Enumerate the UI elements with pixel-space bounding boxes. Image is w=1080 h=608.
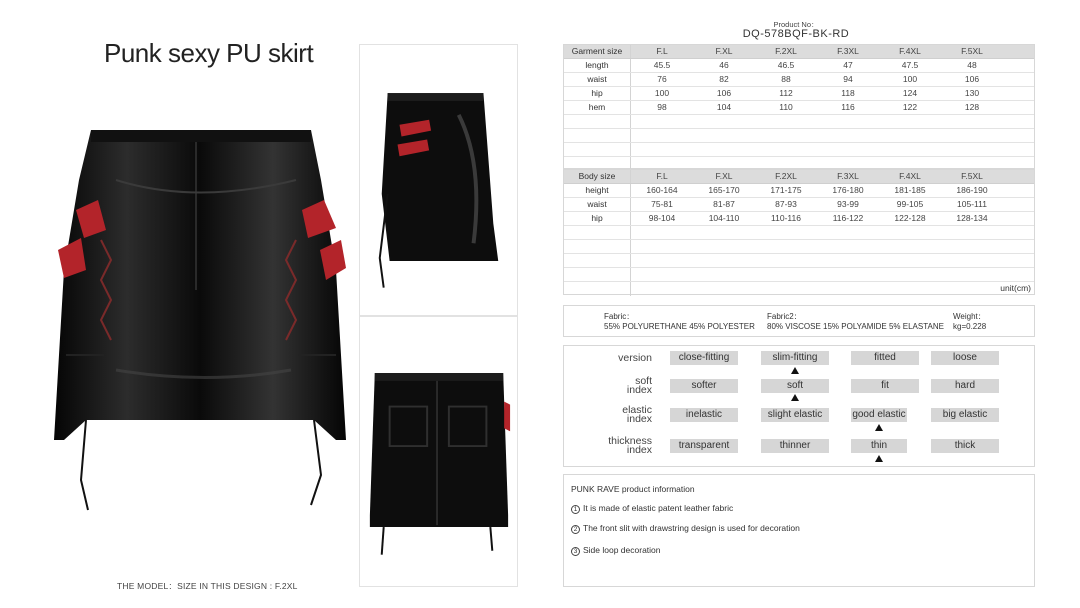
skirt-back-photo	[360, 317, 517, 586]
size-col: F.4XL	[899, 46, 921, 56]
table-cell: 98	[657, 102, 667, 112]
empty-row	[564, 143, 1034, 157]
table-cell: 104-110	[708, 213, 740, 223]
table-cell: 110-116	[771, 213, 801, 223]
model-size-note: THE MODEL：SIZE IN THIS DESIGN : F.2XL	[117, 581, 298, 591]
garment-size-table	[563, 44, 1035, 169]
row-label-empty	[564, 282, 631, 296]
row-label-empty	[564, 115, 631, 128]
table-cell: 106	[716, 88, 732, 98]
size-col: F.XL	[715, 171, 733, 181]
empty-row	[564, 240, 1034, 254]
empty-row	[564, 129, 1034, 143]
elastic-selected-marker-icon	[875, 424, 883, 431]
skirt-front-photo	[46, 120, 356, 520]
table-cell: 128	[964, 102, 980, 112]
weight-value: kg=0.228	[953, 322, 987, 331]
table-cell: 46	[719, 60, 729, 70]
empty-row	[564, 254, 1034, 268]
size-col: F.L	[656, 46, 668, 56]
table-cell: 122-128	[894, 213, 926, 223]
soft-index-label-line1: soft	[635, 375, 652, 387]
version-option: fitted	[851, 351, 919, 365]
row-label-empty	[564, 268, 631, 281]
side-view-panel	[359, 44, 518, 316]
empty-row	[564, 268, 1034, 282]
table-cell: 186-190	[956, 185, 988, 195]
soft-selected-marker-icon	[791, 394, 799, 401]
product-no-label: Product No：	[773, 20, 819, 29]
elastic-option: slight elastic	[761, 408, 829, 422]
elastic-option: big elastic	[931, 408, 999, 422]
fabric-info-box	[563, 305, 1035, 337]
size-col: F.5XL	[961, 46, 983, 56]
size-col: F.4XL	[899, 171, 921, 181]
table-cell: 171-175	[770, 185, 802, 195]
soft-option: soft	[761, 379, 829, 393]
elastic-index-label-line2: index	[626, 413, 652, 425]
table-cell: 116-122	[832, 213, 864, 223]
table-cell: 128-134	[956, 213, 988, 223]
size-col: F.5XL	[961, 171, 983, 181]
fabric2-label: Fabric2：	[767, 312, 802, 321]
size-col: F.3XL	[837, 46, 859, 56]
table-cell: 106	[964, 74, 980, 84]
row-label: height	[564, 184, 631, 197]
table-cell: 181-185	[894, 185, 926, 195]
row-label: hem	[564, 101, 631, 114]
row-label: waist	[564, 198, 631, 211]
table-cell: 105-111	[957, 199, 987, 209]
skirt-side-photo	[360, 45, 517, 315]
fabric2-value: 80% VISCOSE 15% POLYAMIDE 5% ELASTANE	[767, 322, 944, 331]
row-label-empty	[564, 226, 631, 239]
version-option: loose	[931, 351, 999, 365]
thickness-option: thick	[931, 439, 999, 453]
table-header-row	[564, 170, 1034, 184]
table-cell: 93-99	[837, 199, 859, 209]
thickness-option: thinner	[761, 439, 829, 453]
table-row	[564, 184, 1034, 198]
circled-number-icon: 3	[571, 547, 580, 556]
soft-option: softer	[670, 379, 738, 393]
table-cell: 47.5	[901, 60, 919, 70]
info-item	[571, 523, 800, 534]
version-option: slim-fitting	[761, 351, 829, 365]
fabric2	[767, 312, 944, 332]
size-col: F.L	[656, 171, 668, 181]
table-cell: 47	[843, 60, 853, 70]
weight-label: Weight：	[953, 312, 986, 321]
table-header-row	[564, 45, 1034, 59]
thickness-index-label	[564, 437, 652, 455]
elastic-index-label-line1: elastic	[622, 404, 652, 416]
empty-row	[564, 226, 1034, 240]
table-cell: 75-81	[651, 199, 673, 209]
soft-option: hard	[931, 379, 999, 393]
thickness-index-label-line2: index	[626, 444, 652, 456]
table-cell: 130	[964, 88, 980, 98]
garment-size-header: Garment size	[564, 45, 631, 58]
table-row	[564, 59, 1034, 73]
table-cell: 94	[843, 74, 853, 84]
info-item	[571, 503, 733, 514]
circled-number-icon: 1	[571, 505, 580, 514]
table-cell: 124	[902, 88, 918, 98]
elastic-option: inelastic	[670, 408, 738, 422]
version-option: close-fitting	[670, 351, 738, 365]
body-size-table	[563, 169, 1035, 295]
table-cell: 112	[779, 88, 793, 98]
table-cell: 46.5	[777, 60, 795, 70]
table-cell: 165-170	[708, 185, 740, 195]
version-label	[564, 354, 652, 363]
row-label: hip	[564, 87, 631, 100]
size-col: F.3XL	[837, 171, 859, 181]
row-label-empty	[564, 240, 631, 253]
table-cell: 48	[967, 60, 977, 70]
empty-row	[564, 115, 1034, 129]
info-title: PUNK RAVE product information	[571, 484, 695, 494]
table-cell: 88	[781, 74, 791, 84]
size-col: F.2XL	[775, 46, 797, 56]
table-cell: 45.5	[653, 60, 671, 70]
info-item-text: It is made of elastic patent leather fabric	[583, 503, 734, 513]
table-cell: 122	[902, 102, 918, 112]
row-label: waist	[564, 73, 631, 86]
circled-number-icon: 2	[571, 525, 580, 534]
fabric1-value: 55% POLYURETHANE 45% POLYESTER	[604, 322, 755, 331]
table-cell: 99-105	[896, 199, 924, 209]
table-cell: 81-87	[713, 199, 735, 209]
thickness-option: transparent	[670, 439, 738, 453]
table-cell: 100	[902, 74, 918, 84]
table-cell: 100	[654, 88, 670, 98]
version-label-text: version	[618, 352, 652, 364]
table-row	[564, 198, 1034, 212]
thickness-option: thin	[851, 439, 907, 453]
table-cell: 176-180	[832, 185, 864, 195]
table-cell: 104	[716, 102, 732, 112]
soft-index-label-line2: index	[626, 384, 652, 396]
table-cell: 116	[841, 102, 855, 112]
soft-option: fit	[851, 379, 919, 393]
product-info-box	[563, 474, 1035, 587]
thickness-selected-marker-icon	[875, 455, 883, 462]
fit-index-box	[563, 345, 1035, 467]
size-col: F.XL	[715, 46, 733, 56]
product-title: Punk sexy PU skirt	[104, 38, 314, 68]
table-cell: 82	[719, 74, 729, 84]
table-row	[564, 101, 1034, 115]
table-cell: 98-104	[648, 213, 676, 223]
fabric1-label: Fabric：	[604, 312, 635, 321]
empty-row	[564, 282, 1034, 296]
unit-label: unit(cm)	[1000, 283, 1031, 293]
row-label: hip	[564, 212, 631, 225]
info-item-text: Side loop decoration	[583, 545, 661, 555]
table-row	[564, 73, 1034, 87]
table-cell: 87-93	[775, 199, 797, 209]
row-label-empty	[564, 143, 631, 156]
fabric1	[604, 312, 755, 332]
row-label: length	[564, 59, 631, 72]
table-cell: 76	[657, 74, 667, 84]
row-label-empty	[564, 254, 631, 267]
weight	[953, 312, 986, 332]
table-cell: 110	[779, 102, 793, 112]
thickness-index-label-line1: thickness	[608, 435, 652, 447]
back-view-panel	[359, 316, 518, 587]
size-col: F.2XL	[775, 171, 797, 181]
info-item	[571, 545, 661, 556]
elastic-option: good elastic	[852, 409, 906, 420]
elastic-index-label	[564, 406, 652, 424]
version-selected-marker-icon	[791, 367, 799, 374]
product-number: DQ-578BQF-BK-RD	[742, 28, 850, 40]
row-label-empty	[564, 129, 631, 142]
table-row	[564, 212, 1034, 226]
table-row	[564, 87, 1034, 101]
table-cell: 160-164	[646, 185, 678, 195]
body-size-header: Body size	[564, 170, 631, 183]
soft-index-label	[564, 377, 652, 395]
table-cell: 118	[841, 88, 855, 98]
info-item-text: The front slit with drawstring design is used for decoration	[583, 523, 800, 533]
